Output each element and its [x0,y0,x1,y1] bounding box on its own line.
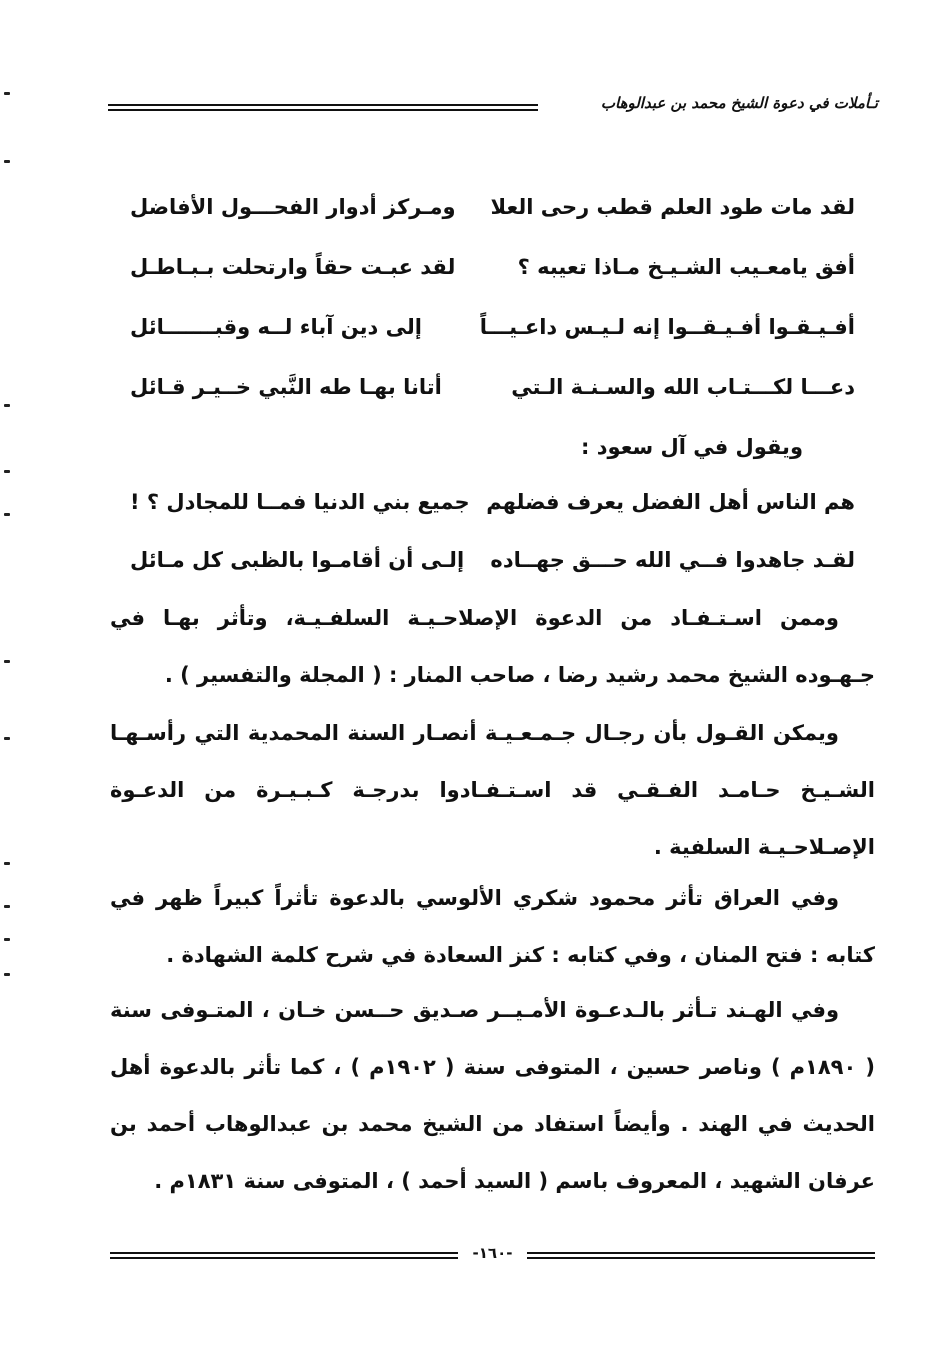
verse-second-hemistich: أتانا بهـا طه النَّبي خــيـر قـائل [130,375,442,399]
verse-line [130,490,855,534]
body-paragraph: وممن اسـتـفـاد من الدعوة الإصلاحـيـة السلفـيـة، وتأثر بهـا في جـهـوده الشيخ محمد رشيد رضا ، صاحب المنار : ( المجلة والتفسير ) . [110,606,875,687]
running-header [108,94,878,124]
scan-margin-mark [4,470,10,473]
scan-margin-mark [4,660,10,663]
verse-line [130,315,855,359]
page-footer [110,1244,875,1264]
header-title: تـأملات في دعوة الشيخ محمد بن عبدالوهاب [600,94,878,112]
scan-margin-mark [4,905,10,908]
scan-margin-mark [4,160,10,163]
body-paragraph: ويمكن القـول بأن رجـال جـمـعـيـة أنصـار السنة المحمدية التي رأسـهـا الشـيـخ حـامـد الفـقـي قد اسـتـفـادوا بدرجـة كـبـيـرة من الدعـوة الإصـلاحـيـة السلفية . [110,721,875,859]
verse-first-hemistich: دعـــا لكـــتـاب الله والسـنـة الـتي [511,375,855,399]
verse-first-hemistich: هم الناس أهل الفضل يعرف فضلهم [486,490,855,514]
page-number: -١٦٠- [472,1244,513,1262]
verse-line [130,255,855,299]
footer-rule-right [527,1252,875,1259]
scan-margin-mark [4,938,10,941]
header-rule [108,104,538,111]
scan-margin-mark [4,513,10,516]
verse-first-hemistich: أفق يامعـيب الشـيـخ مـاذا تعيبه ؟ [517,255,855,279]
scan-margin-mark [4,862,10,865]
verse-first-hemistich: أفـيـقـوا أفـيـقــوا إنه لـيـس داعـيـــاً [479,315,855,339]
verse-line [130,375,855,419]
scan-margin-mark [4,973,10,976]
lead-in-line: ويقول في آل سعود : [581,435,803,459]
scan-margin-mark [4,737,10,740]
body-paragraph: وفي الهـند تـأثر بالـدعـوة الأمـيــر صـديق حــسن خـان ، المتـوفى سنة ( ١٨٩٠م ) وناصر حسين ، المتوفى سنة ( ١٩٠٢م ) ، كما تأثر بالدعوة أهل الحديث في الهند . وأيضاً استفاد من الشيخ محمد بن عبدالوهاب أحمد بن عرفان الشهيد ، المعروف باسم ( السيد أحمد ) ، المتوفى سنة ١٨٣١م . [110,998,876,1193]
verse-second-hemistich: جميع بني الدنيا فمــا للمجادل ؟ ! [130,490,470,514]
verse-first-hemistich: لقـد جاهدوا فــي الله حـــق جهــاده [490,548,855,572]
verse-line [130,548,855,592]
verse-line [130,195,855,239]
scan-margin-mark [4,92,10,95]
scan-margin-mark [4,404,10,407]
footer-rule-left [110,1252,458,1259]
verse-second-hemistich: لقد عبـت حقاً وارتحلت بـبـاطـل [130,255,456,279]
body-paragraph: وفي العراق تأثر محمود شكري الألوسي بالدعوة تأثراً كبيراً ظهر في كتابه : فتح المنان ، وفي كتابه : كنز السعادة في شرح كلمة الشهادة . [110,886,875,967]
verse-first-hemistich: لقد مات طود العلم قطب رحى العلا [490,195,855,219]
verse-second-hemistich: إلـى أن أقامـوا بالظبى كل مـائل [130,548,465,572]
verse-second-hemistich: ومـركز أدوار الفحـــول الأفاضل [130,195,456,219]
verse-second-hemistich: إلى دين آباء لــه وقبـــــــائل [130,315,422,339]
